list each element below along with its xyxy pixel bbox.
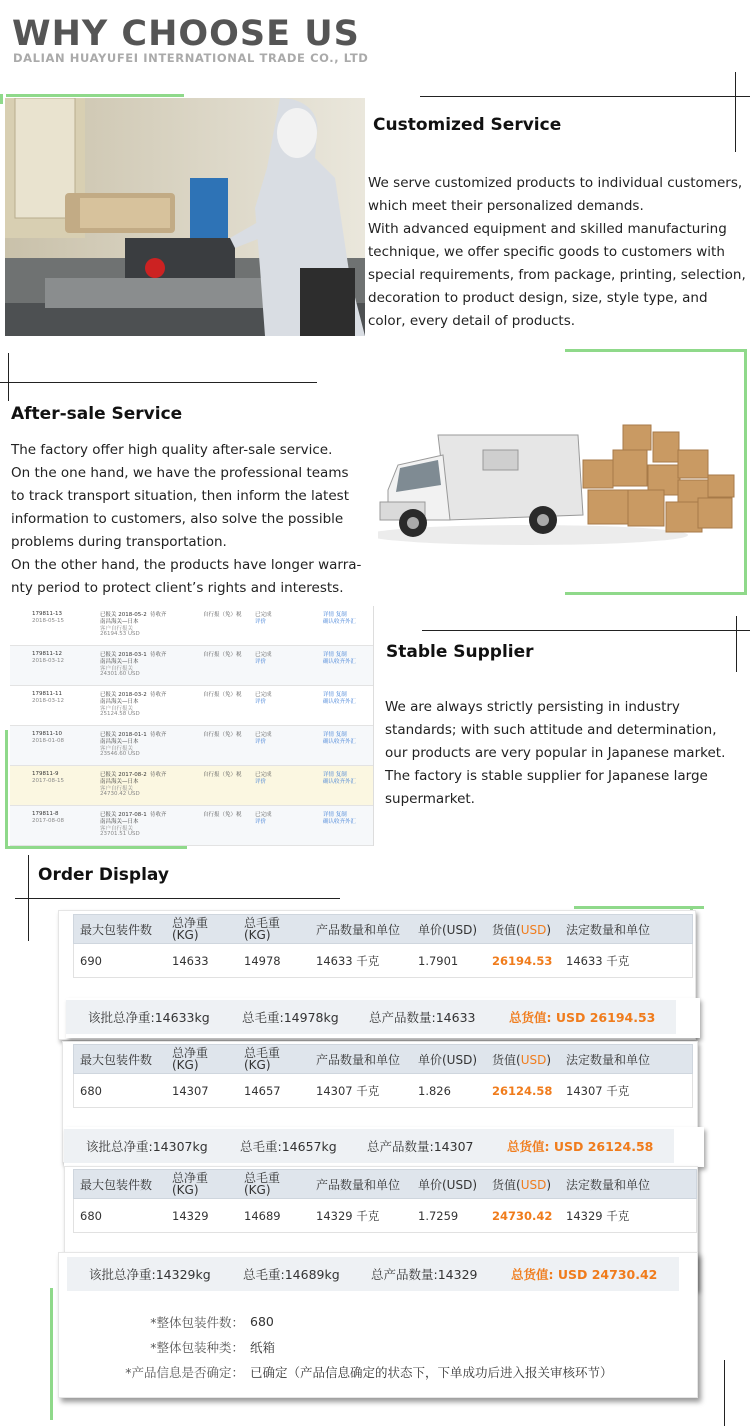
header-gross-weight: 总毛重 (KG) <box>244 1171 281 1197</box>
detail-link: 详情 复制 <box>323 612 347 618</box>
order-date: 2018-05-15 <box>32 618 64 624</box>
confirm-row <box>59 1359 695 1384</box>
confirm-link: 确认收齐外汇 <box>323 739 357 745</box>
rate-link: 评价 <box>255 619 267 625</box>
order-table-header <box>73 1044 693 1074</box>
collect-status: 待收齐 <box>150 812 167 818</box>
order-date: 2017-08-08 <box>32 818 64 824</box>
green-accent-line <box>565 349 747 352</box>
header-legal-quantity: 法定数量和单位 <box>566 1177 651 1192</box>
tax-status: 自行报（免）税 <box>203 652 242 658</box>
order-id: 179811-12 <box>32 651 62 657</box>
green-accent-line <box>565 592 747 595</box>
order-id: 179811-13 <box>32 611 62 617</box>
order-date: 2017-08-15 <box>32 778 64 784</box>
package-count-row <box>59 1309 695 1334</box>
tax-status: 自行报（免）税 <box>203 732 242 738</box>
collect-status: 待收齐 <box>150 652 167 658</box>
green-accent-line <box>6 94 184 97</box>
list-item <box>10 646 374 686</box>
header-value <box>492 921 566 938</box>
cell-net: 14307 <box>172 1083 209 1098</box>
ship-status: 已报关 2018-03-1 <box>100 652 147 658</box>
amount: 24730.42 USD <box>100 791 140 797</box>
header-value-label: 货值( <box>492 1052 521 1067</box>
header-gross-weight: 总毛重 (KG) <box>244 916 281 942</box>
cell-net: 14329 <box>172 1208 209 1223</box>
route: 南昌海关—日本 <box>100 699 139 705</box>
ship-status: 已报关 2017-08-1 <box>100 812 147 818</box>
order-date: 2018-03-12 <box>32 658 64 664</box>
cell-gross: 14978 <box>244 953 281 968</box>
header-unit-price: 单价(USD) <box>418 1052 478 1067</box>
complete-status: 已完成 <box>255 732 272 738</box>
divider-line <box>0 382 317 383</box>
header-max-packages: 最大包装件数 <box>80 922 153 937</box>
route: 南昌海关—日本 <box>100 659 139 665</box>
package-info <box>59 1309 695 1384</box>
section-title-orders: Order Display <box>38 865 169 885</box>
order-id: 179811-10 <box>32 731 62 737</box>
amount: 26194.53 USD <box>100 631 140 637</box>
section-title-aftersale: After-sale Service <box>11 404 183 424</box>
note: 客户自行报关 <box>100 666 134 672</box>
cell-packages: 690 <box>80 953 102 968</box>
order-list-screenshot <box>10 606 374 846</box>
confirm-link: 确认收齐外汇 <box>323 619 357 625</box>
amount: 23546.60 USD <box>100 751 140 757</box>
package-type-value: 纸箱 <box>250 1339 276 1355</box>
header-value <box>492 1176 566 1193</box>
order-id: 179811-9 <box>32 771 59 777</box>
divider-line <box>736 616 737 672</box>
order-id: 179811-11 <box>32 691 62 697</box>
header-unit-price: 单价(USD) <box>418 922 478 937</box>
tax-status: 自行报（免）税 <box>203 812 242 818</box>
order-date: 2018-03-12 <box>32 698 64 704</box>
summary-value: 总货值: USD 24730.42 <box>511 1267 658 1282</box>
header-max-packages: 最大包装件数 <box>80 1052 153 1067</box>
order-table-header <box>73 1169 697 1199</box>
page-title: WHY CHOOSE US <box>12 14 360 54</box>
summary-net-weight: 该批总净重:14633kg <box>88 1010 210 1025</box>
confirm-link: 确认收齐外汇 <box>323 699 357 705</box>
rate-link: 评价 <box>255 739 267 745</box>
header-value-close: ) <box>546 922 552 937</box>
table-row <box>73 1199 697 1233</box>
summary-quantity: 总产品数量:14633 <box>369 1010 476 1025</box>
green-accent-line <box>50 1288 53 1420</box>
header-quantity-unit: 产品数量和单位 <box>316 922 401 937</box>
summary-gross-weight: 总毛重:14978kg <box>242 1010 339 1025</box>
complete-status: 已完成 <box>255 652 272 658</box>
table-row <box>73 1074 693 1108</box>
route: 南昌海关—日本 <box>100 619 139 625</box>
confirm-label: *产品信息是否确定： <box>125 1364 244 1380</box>
delivery-truck-photo <box>378 420 740 570</box>
green-accent-line <box>5 846 187 849</box>
order-summary-card-3 <box>58 1252 698 1398</box>
amount: 24301.60 USD <box>100 671 140 677</box>
divider-line <box>422 630 750 631</box>
header-value-close: ) <box>546 1177 552 1192</box>
divider-line <box>15 898 340 899</box>
amount: 23701.51 USD <box>100 831 140 837</box>
header-unit-price: 单价(USD) <box>418 1177 478 1192</box>
cell-price: 1.7259 <box>418 1208 459 1223</box>
green-accent-line <box>574 906 704 909</box>
note: 客户自行报关 <box>100 626 134 632</box>
cell-quantity: 14633 千克 <box>316 953 380 968</box>
cell-legal-qty: 14307 千克 <box>566 1083 630 1098</box>
rate-link: 评价 <box>255 819 267 825</box>
header-net-weight: 总净重 (KG) <box>172 1171 209 1197</box>
collect-status: 待收齐 <box>150 772 167 778</box>
detail-link: 详情 复制 <box>323 772 347 778</box>
cell-gross: 14689 <box>244 1208 281 1223</box>
header-value-label: 货值( <box>492 922 521 937</box>
rate-link: 评价 <box>255 659 267 665</box>
section-title-customized: Customized Service <box>373 115 562 135</box>
order-table-2 <box>73 1044 693 1108</box>
complete-status: 已完成 <box>255 772 272 778</box>
cell-legal-qty: 14329 千克 <box>566 1208 630 1223</box>
section-body-aftersale: The factory offer high quality after-sale service. On the one hand, we have the professional teams to track transport situation, then inform the latest information to customers, also solve the possible problems during transportation. On the other hand, the products have longer warra- nty period to protect client’s rights and interests. <box>11 442 362 596</box>
green-accent-line <box>744 349 747 595</box>
order-summary <box>67 1257 679 1291</box>
green-accent-line <box>5 730 8 848</box>
rate-link: 评价 <box>255 699 267 705</box>
package-count-label: *整体包装件数： <box>150 1314 244 1330</box>
header-value-label: 货值( <box>492 1177 521 1192</box>
header-value-close: ) <box>546 1052 552 1067</box>
list-item <box>10 726 374 766</box>
ship-status: 已报关 2018-01-1 <box>100 732 147 738</box>
collect-status: 待收齐 <box>150 732 167 738</box>
order-summary <box>66 1000 676 1034</box>
note: 客户自行报关 <box>100 746 134 752</box>
summary-net-weight: 该批总净重:14329kg <box>89 1267 211 1282</box>
summary-value: 总货值: USD 26124.58 <box>507 1139 654 1154</box>
list-item <box>10 766 374 806</box>
green-accent-line <box>0 94 3 104</box>
cell-quantity: 14329 千克 <box>316 1208 380 1223</box>
package-type-row <box>59 1334 695 1359</box>
cell-packages: 680 <box>80 1083 102 1098</box>
divider-line <box>735 72 736 152</box>
header-net-weight: 总净重 (KG) <box>172 1046 209 1072</box>
cell-value: 24730.42 <box>492 1208 553 1223</box>
note: 客户自行报关 <box>100 826 134 832</box>
collect-status: 待收齐 <box>150 612 167 618</box>
collect-status: 待收齐 <box>150 692 167 698</box>
header-legal-quantity: 法定数量和单位 <box>566 1052 651 1067</box>
header-max-packages: 最大包装件数 <box>80 1177 153 1192</box>
order-date: 2018-01-08 <box>32 738 64 744</box>
confirm-link: 确认收齐外汇 <box>323 819 357 825</box>
list-item <box>10 606 374 646</box>
order-table-header <box>73 914 693 944</box>
route: 南昌海关—日本 <box>100 779 139 785</box>
header-quantity-unit: 产品数量和单位 <box>316 1052 401 1067</box>
header-value-currency: USD <box>520 1052 547 1067</box>
table-row <box>73 944 693 978</box>
route: 南昌海关—日本 <box>100 739 139 745</box>
order-summary <box>64 1129 674 1163</box>
order-summary-card-1 <box>66 998 700 1038</box>
section-body-supplier: We are always strictly persisting in industry standards; with such attitude and determination, our products are very popular in Japanese market. The factory is stable supplier for Japanese large supermarket. <box>385 699 726 807</box>
cell-packages: 680 <box>80 1208 102 1223</box>
cell-price: 1.7901 <box>418 953 459 968</box>
header-value-currency: USD <box>520 1177 547 1192</box>
tax-status: 自行报（免）税 <box>203 612 242 618</box>
complete-status: 已完成 <box>255 692 272 698</box>
header-net-weight: 总净重 (KG) <box>172 916 209 942</box>
detail-link: 详情 复制 <box>323 732 347 738</box>
order-summary-card-2 <box>64 1127 704 1167</box>
section-title-supplier: Stable Supplier <box>386 642 534 662</box>
confirm-link: 确认收齐外汇 <box>323 779 357 785</box>
divider-line <box>724 1360 725 1426</box>
summary-quantity: 总产品数量:14307 <box>367 1139 474 1154</box>
note: 客户自行报关 <box>100 706 134 712</box>
order-table-3 <box>73 1169 697 1233</box>
tax-status: 自行报（免）税 <box>203 692 242 698</box>
company-name: DALIAN HUAYUFEI INTERNATIONAL TRADE CO., LTD <box>13 51 369 65</box>
header-quantity-unit: 产品数量和单位 <box>316 1177 401 1192</box>
complete-status: 已完成 <box>255 812 272 818</box>
confirm-link: 确认收齐外汇 <box>323 659 357 665</box>
header-value-currency: USD <box>520 922 547 937</box>
divider-line <box>420 96 750 97</box>
note: 客户自行报关 <box>100 786 134 792</box>
order-id: 179811-8 <box>32 811 59 817</box>
ship-status: 已报关 2018-03-2 <box>100 692 147 698</box>
detail-link: 详情 复制 <box>323 812 347 818</box>
order-table-1 <box>73 914 693 978</box>
amount: 25124.58 USD <box>100 711 140 717</box>
section-body-customized: We serve customized products to individual customers, which meet their personalized demands. With advanced equipment and skilled manufacturing technique, we offer specific goods to customers with special requirements, from package, printing, selection, decoration to product design, size, style type, and color, every detail of products. <box>368 175 746 329</box>
package-type-label: *整体包装种类： <box>150 1339 244 1355</box>
detail-link: 详情 复制 <box>323 652 347 658</box>
divider-line <box>8 353 9 401</box>
header-gross-weight: 总毛重 (KG) <box>244 1046 281 1072</box>
list-item <box>10 806 374 846</box>
rate-link: 评价 <box>255 779 267 785</box>
cell-price: 1.826 <box>418 1083 451 1098</box>
cell-value: 26124.58 <box>492 1083 553 1098</box>
tax-status: 自行报（免）税 <box>203 772 242 778</box>
package-count-value: 680 <box>250 1314 274 1329</box>
header-legal-quantity: 法定数量和单位 <box>566 922 651 937</box>
detail-link: 详情 复制 <box>323 692 347 698</box>
ship-status: 已报关 2017-08-2 <box>100 772 147 778</box>
cell-net: 14633 <box>172 953 209 968</box>
route: 南昌海关—日本 <box>100 819 139 825</box>
confirm-value: 已确定（产品信息确定的状态下，下单成功后进入报关审核环节） <box>250 1364 613 1380</box>
summary-net-weight: 该批总净重:14307kg <box>86 1139 208 1154</box>
cell-value: 26194.53 <box>492 953 553 968</box>
complete-status: 已完成 <box>255 612 272 618</box>
cell-quantity: 14307 千克 <box>316 1083 380 1098</box>
summary-quantity: 总产品数量:14329 <box>371 1267 478 1282</box>
list-item <box>10 686 374 726</box>
cell-legal-qty: 14633 千克 <box>566 953 630 968</box>
ship-status: 已报关 2018-05-2 <box>100 612 147 618</box>
summary-value: 总货值: USD 26194.53 <box>509 1010 656 1025</box>
summary-gross-weight: 总毛重:14657kg <box>240 1139 337 1154</box>
summary-gross-weight: 总毛重:14689kg <box>243 1267 340 1282</box>
header-value <box>492 1051 566 1068</box>
factory-worker-photo <box>5 98 365 336</box>
cell-gross: 14657 <box>244 1083 281 1098</box>
